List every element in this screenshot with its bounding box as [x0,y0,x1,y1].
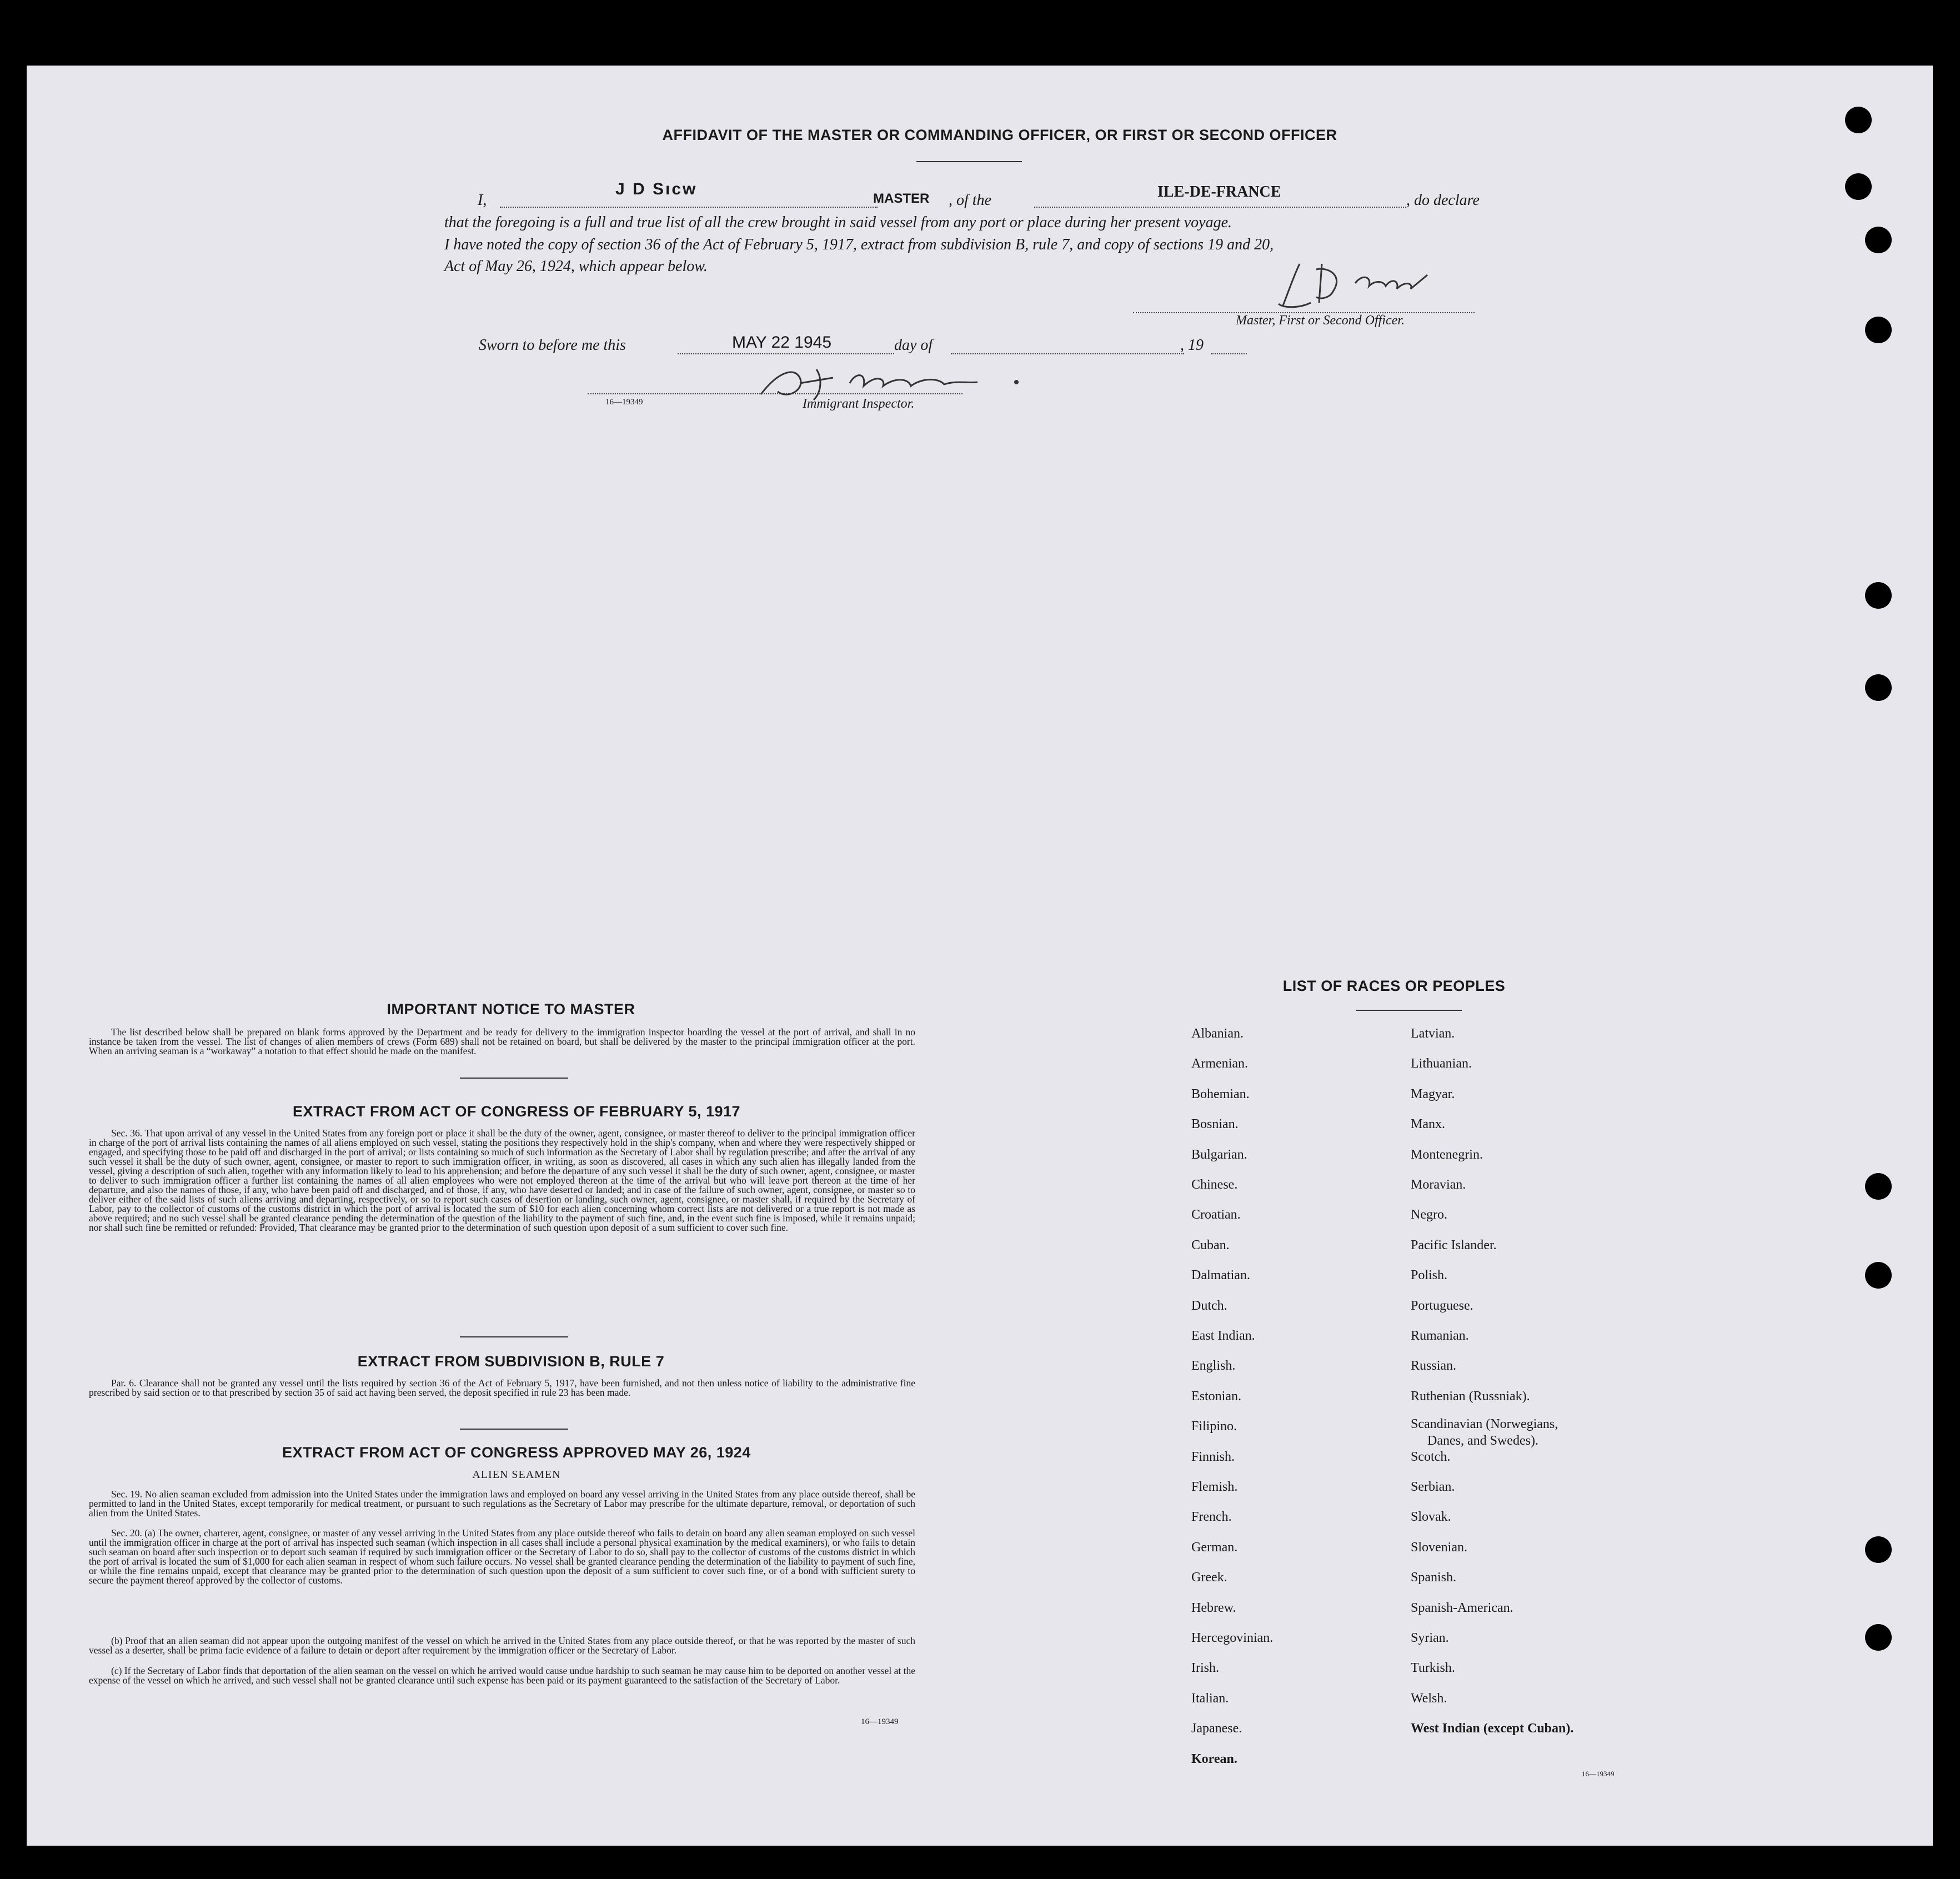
punch-hole [1865,1624,1892,1651]
race-item: Hebrew. [1191,1600,1236,1615]
race-item: Syrian. [1411,1631,1449,1645]
extract1-title: EXTRACT FROM ACT OF CONGRESS OF FEBRUARY 5, 1917 [292,1103,741,1120]
race-item: Bohemian. [1191,1086,1250,1101]
race-item: Armenian. [1191,1056,1248,1071]
notice-title: IMPORTANT NOTICE TO MASTER [387,1001,635,1018]
race-item: Filipino. [1191,1419,1237,1434]
day-of-label: day of [894,337,933,354]
race-item: Latvian. [1411,1026,1455,1041]
extract3-title: EXTRACT FROM ACT OF CONGRESS APPROVED MAY 26, 1924 [282,1444,751,1461]
race-item: Montenegrin. [1411,1147,1483,1162]
punch-hole [1865,317,1892,343]
master-signature [1277,253,1477,317]
race-item: Ruthenian (Russniak). [1411,1389,1530,1404]
race-item: Chinese. [1191,1177,1238,1192]
races-title: LIST OF RACES OR PEOPLES [1282,978,1506,994]
affidavit-form-number: 16—19349 [605,398,643,407]
race-item: Croatian. [1191,1207,1241,1222]
race-item: Korean. [1191,1751,1237,1766]
section-rule [460,1429,568,1430]
race-item: Rumanian. [1411,1329,1469,1343]
year-prefix: , 19 [1180,337,1204,354]
punch-hole [1845,107,1872,133]
year-line [1211,353,1247,354]
race-item: Greek. [1191,1570,1227,1585]
extract3-sec20a: Sec. 20. (a) The owner, charterer, agent, consignee, or master of any vessel arriving in the United States from any place outside thereof who fails to detain on board any alien seaman employed on such vessel until the immigration officer in charge at the port of arrival has inspected such seaman (which inspection in all cases shall include a personal physical examination by the medical examiners), or who fails to detain such seaman on board after such inspection or to deport such seaman if required by such immigration officer or the Secretary of Labor to do so, shall pay to the collector of customs of the customs district in which the port of arrival is located the sum of $1,000 for each alien seaman in respect of whom such failure occurs. No vessel shall be granted clearance pending the determination of the liability to payment of such fine, or while the fine remains unpaid, except that clearance may be granted prior to the determination of such question upon the deposit of a sum sufficient to cover such fine, or of a bond with sufficient surety to secure the payment thereof approved by the collector of customs. [89,1527,915,1586]
title-rule [916,161,1022,162]
inspector-caption: Immigrant Inspector. [803,397,915,411]
races-form-number: 16—19349 [1582,1770,1615,1778]
inspector-line [588,393,963,394]
race-item: Dalmatian. [1191,1268,1250,1283]
race-item: Finnish. [1191,1449,1235,1464]
race-item: Japanese. [1191,1721,1242,1736]
race-item: Cuban. [1191,1237,1230,1252]
punch-hole [1865,582,1892,609]
master-name: J D Sıcw [615,180,698,198]
race-item: Moravian. [1411,1177,1466,1192]
month-line [951,353,1184,354]
race-item: Portuguese. [1411,1298,1473,1313]
punch-hole [1865,1173,1892,1200]
race-item: Welsh. [1411,1691,1447,1706]
extract3-sec20c: (c) If the Secretary of Labor finds that deportation of the alien seaman on the vessel on which he arrived would cause undue hardship to such seaman he may cause him to be deported on another vessel at the expense of the vessel on which he arrived, and such vessel shall not be granted clearance until such expense has been paid or its payment guaranteed to the satisfaction of the Secretary of Labor. [89,1665,915,1686]
race-item: Turkish. [1411,1661,1455,1676]
declaration-line-4: Act of May 26, 1924, which appear below. [444,258,708,275]
race-item: Magyar. [1411,1086,1455,1101]
race-item: French. [1191,1510,1232,1525]
of-the-label: , of the [949,192,991,209]
race-item: Spanish. [1411,1570,1457,1585]
punch-hole [1865,674,1892,701]
race-item: Bulgarian. [1191,1147,1247,1162]
signature-caption: Master, First or Second Officer. [1236,313,1405,328]
race-item: Italian. [1191,1691,1229,1706]
vessel-line [1034,207,1406,208]
extract3-sec20b: (b) Proof that an alien seaman did not appear upon the outgoing manifest of the vessel on which he arrived in the United States from any place outside thereof, or that he was reported by the master of such vessel as a deserter, shall be prima facie evidence of a failure to detain or deport after requirement by the immigration officer or the Secretary of Labor. [89,1635,915,1656]
affidavit-title: AFFIDAVIT OF THE MASTER OR COMMANDING OFFICER, OR FIRST OR SECOND OFFICER [662,127,1337,143]
extract2-body: Par. 6. Clearance shall not be granted any vessel until the lists required by section 36 of the Act of February 5, 1917, have been furnished, and not then unless notice of liability to the administrative fine prescribed by said section or to that prescribed by section 35 of said act having been served, the deposit specified in rule 23 has been made. [89,1377,915,1398]
punch-hole [1845,173,1872,200]
race-item: Flemish. [1191,1480,1238,1494]
extract3-sec19: Sec. 19. No alien seaman excluded from admission into the United States under the immigration laws and employed on board any vessel arriving in the United States from any place outside thereof, shall be permitted to land in the United States, except temporarily for medical treatment, or pursuant to such regulations as the Secretary of Labor may prescribe for the ultimate departure, removal, or deportation of such alien from the United States. [89,1489,915,1519]
race-item: Slovak. [1411,1510,1451,1525]
race-item: Russian. [1411,1359,1457,1374]
extract3-form-number: 16—19349 [861,1717,899,1726]
extract3-subtitle: ALIEN SEAMEN [472,1469,561,1481]
race-item: Scotch. [1411,1449,1451,1464]
race-item: Bosnian. [1191,1117,1239,1132]
race-item: Pacific Islander. [1411,1237,1497,1252]
race-item: East Indian. [1191,1329,1255,1343]
races-title-rule [1356,1010,1462,1011]
race-item: Dutch. [1191,1298,1227,1313]
sworn-label: Sworn to before me this [479,337,626,354]
race-item: Albanian. [1191,1026,1244,1041]
race-item: Polish. [1411,1268,1448,1283]
vessel-name: ILE-DE-FRANCE [1157,183,1281,201]
race-item: Manx. [1411,1117,1445,1132]
extract1-body: Sec. 36. That upon arrival of any vessel in the United States from any foreign port or place it shall be the duty of the owner, agent, consignee, or master thereof to deliver to the principal immigration officer in charge of the port of arrival lists containing the names of all aliens employed on such vessel, stating the positions they respectively hold in the ship's company, when and where they were respectively shipped or engaged, and specifying those to be paid off and discharged in the port of arrival; or lists containing so much of such information as the Secretary of Labor shall by regulation prescribe; and after the arrival of any such vessel it shall be the duty of such owner, agent, consignee, or master to report to such immigration officer, in writing, as soon as discovered, all cases in which any such alien has illegally landed from the vessel, giving a description of such alien, together with any information likely to lead to his apprehension; and before the departure of any such vessel it shall be the duty of such owner, agent, consignee, or master to deliver to such immigration officer a further list containing the names of all alien employees who were not employed thereon at the time of the arrival but who will leave port thereon at the time of her departure, and also the names of those, if any, who have been paid off and discharged, and of those, if any, who have deserted or landed; and in case of the failure of such owner, agent, consignee, or master so to deliver either of the said lists of such aliens arriving and departing, respectively, or so to report such cases of desertion or landing, such owner, agent, consignee, or master shall, if required by the Secretary of Labor, pay to the collector of customs of the customs district in which the port of arrival is located the sum of $10 for each alien concerning whom correct lists are not delivered or a true report is not made as above required; and no such vessel shall be granted clearance pending the determination of the question of the liability to the payment of such fine, and, in the event such fine is imposed, while it remains unpaid; nor shall such fine be remitted or refunded: Provided, That clearance may be granted prior to the determination of such question upon deposit of a sum sufficient to cover such fine. [89,1128,915,1233]
race-item: Irish. [1191,1661,1219,1676]
declaration-line-3: I have noted the copy of section 36 of the Act of February 5, 1917, extract from subdivision B, rule 7, and copy of sections 19 and 20, [444,236,1274,253]
race-item: Slovenian. [1411,1540,1467,1555]
sworn-date: MAY 22 1945 [732,333,832,352]
race-item: Estonian. [1191,1389,1241,1404]
race-item: English. [1191,1359,1236,1374]
declarant-prefix: I, [478,192,487,209]
section-rule [460,1336,568,1337]
punch-hole [1865,227,1892,253]
name-line [500,207,878,208]
race-item: Spanish-American. [1411,1600,1513,1615]
section-rule [460,1078,568,1079]
race-item: Scandinavian (Norwegians, [1411,1417,1558,1432]
punch-hole [1865,1262,1892,1289]
race-item: Danes, and Swedes). [1427,1434,1538,1449]
race-item: Lithuanian. [1411,1056,1472,1071]
race-item: Hercegovinian. [1191,1631,1274,1645]
race-item: German. [1191,1540,1238,1555]
master-rank: MASTER [873,191,930,206]
notice-body: The list described below shall be prepared on blank forms approved by the Department and be ready for delivery to the immigration inspector boarding the vessel at the port of arrival, and shall in no instance be taken from the vessel. The list of changes of alien members of crews (Form 689) shall not be retained on board, but shall be delivered by the master to the principal immigration officer at the port. When an arriving seaman is a “workaway” a notation to that effect should be made on the manifest. [89,1026,915,1056]
race-item: Serbian. [1411,1480,1455,1494]
race-item: Negro. [1411,1207,1447,1222]
punch-hole [1865,1536,1892,1563]
declare-label: , do declare [1406,192,1480,209]
race-item: West Indian (except Cuban). [1411,1721,1574,1736]
declaration-line-2: that the foregoing is a full and true list of all the crew brought in said vessel from any port or place during her present voyage. [444,214,1232,231]
sworn-date-line [678,353,894,354]
extract2-title: EXTRACT FROM SUBDIVISION B, RULE 7 [357,1353,665,1370]
